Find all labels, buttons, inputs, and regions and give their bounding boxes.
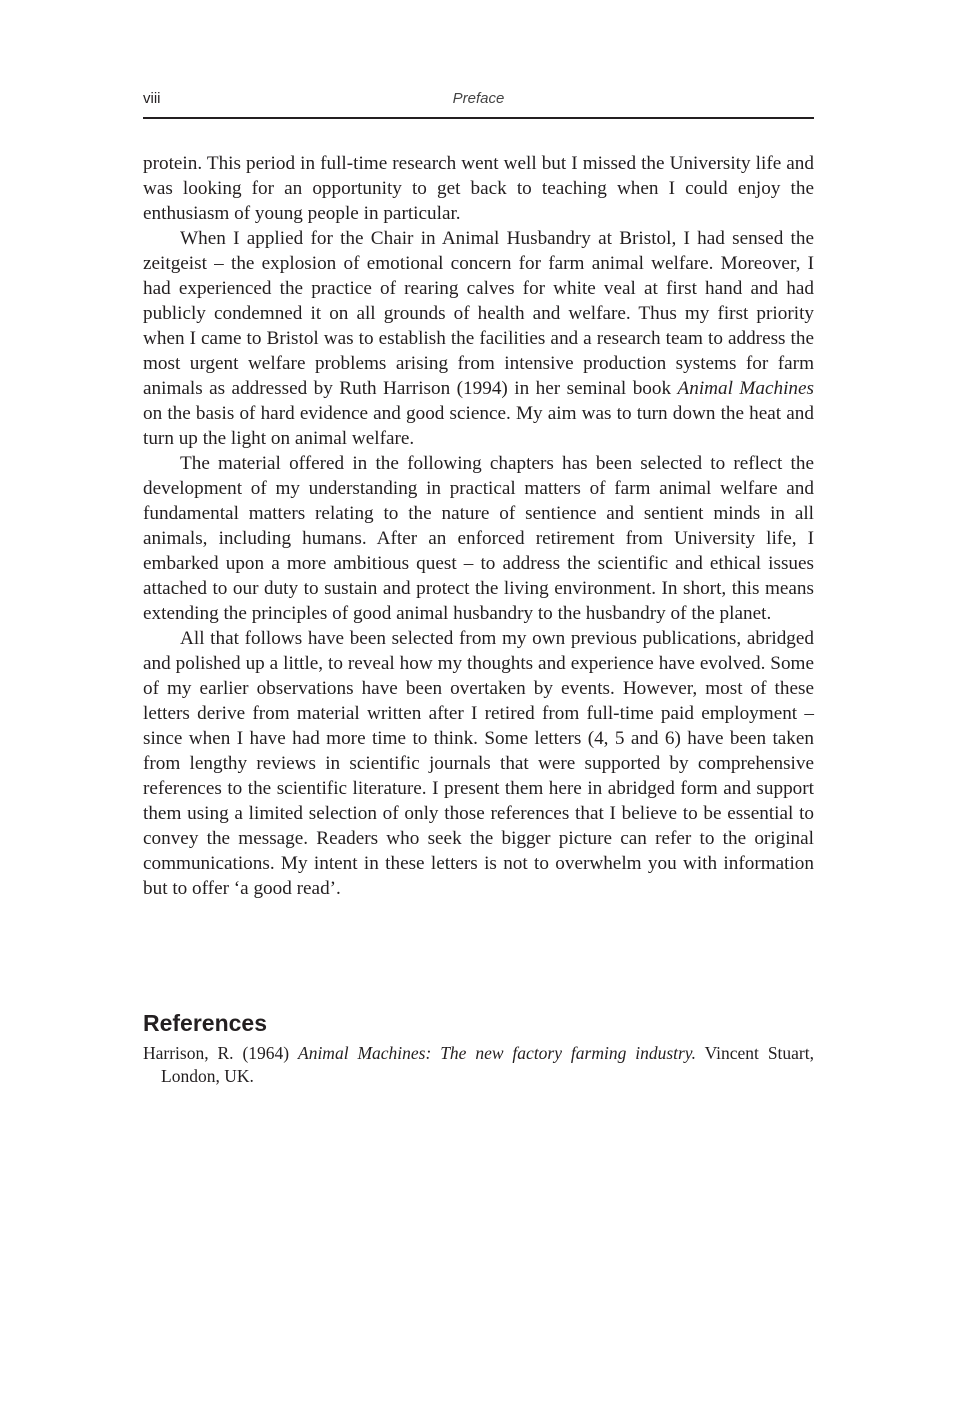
running-head <box>143 88 814 118</box>
header-rule <box>143 117 814 119</box>
reference-title: Animal Machines: The new factory farming industry. <box>298 1043 696 1063</box>
references-heading: References <box>143 1010 268 1036</box>
paragraph-2-text: When I applied for the Chair in Animal Husbandry at Bristol, I had sensed the zeitgeist – the explosion of emotional concern for farm animal welfare. Moreover, I had experienced the practice of rearing calves for white veal at first hand and had publicly condemned it on all grounds of health and welfare. Thus my first priority when I came to Bristol was to establish the facilities and a research team to address the most urgent welfare problems arising from intensive production systems for farm animals as addressed by Ruth Harrison (1994) in her seminal book <box>143 228 814 399</box>
reference-entry <box>143 1042 814 1088</box>
running-head-title: Preface <box>452 90 505 107</box>
paragraph-3: The material offered in the following chapters has been selected to reflect the development of my understanding in practical matters of farm animal welfare and fundamental matters relating to the nature of sentience and sentient minds in all animals, including humans. After an enforced retirement from University life, I embarked upon a more ambitious quest – to address the scientific and ethical issues attached to our duty to sustain and protect the living environment. In short, this means extending the principles of good animal husbandry to the husbandry of the planet. <box>143 453 814 624</box>
paragraph-2 <box>143 226 814 451</box>
paragraph-2-text-end: on the basis of hard evidence and good science. My aim was to turn down the heat and turn up the light on animal welfare. <box>143 403 814 449</box>
reference-author: Harrison, R. (1964) <box>143 1043 298 1063</box>
page-number: viii <box>143 90 161 107</box>
paragraph-4: All that follows have been selected from my own previous publications, abridged and polished up a little, to reveal how my thoughts and experience have evolved. Some of my earlier observations have been overtaken by events. However, most of these letters derive from material written after I retired from full-time paid employment – since when I have had more time to think. Some letters (4, 5 and 6) have been taken from lengthy reviews in scientific journals that were supported by comprehensive references to the scientific literature. I present them here in abridged form and support them using a limited selection of only those references that I believe to be essential to convey the message. Readers who seek the bigger picture can refer to the original communications. My intent in these letters is not to overwhelm you with information but to offer ‘a good read’. <box>143 628 814 899</box>
paragraph-1: protein. This period in full-time research went well but I missed the University life and was looking for an opportunity to get back to teaching when I could enjoy the enthusiasm of young people in particular. <box>143 153 814 224</box>
preface-body <box>143 151 814 901</box>
book-title-italic: Animal Machines <box>677 378 815 399</box>
reference-publisher: Vincent Stuart, London, UK. <box>161 1043 814 1086</box>
